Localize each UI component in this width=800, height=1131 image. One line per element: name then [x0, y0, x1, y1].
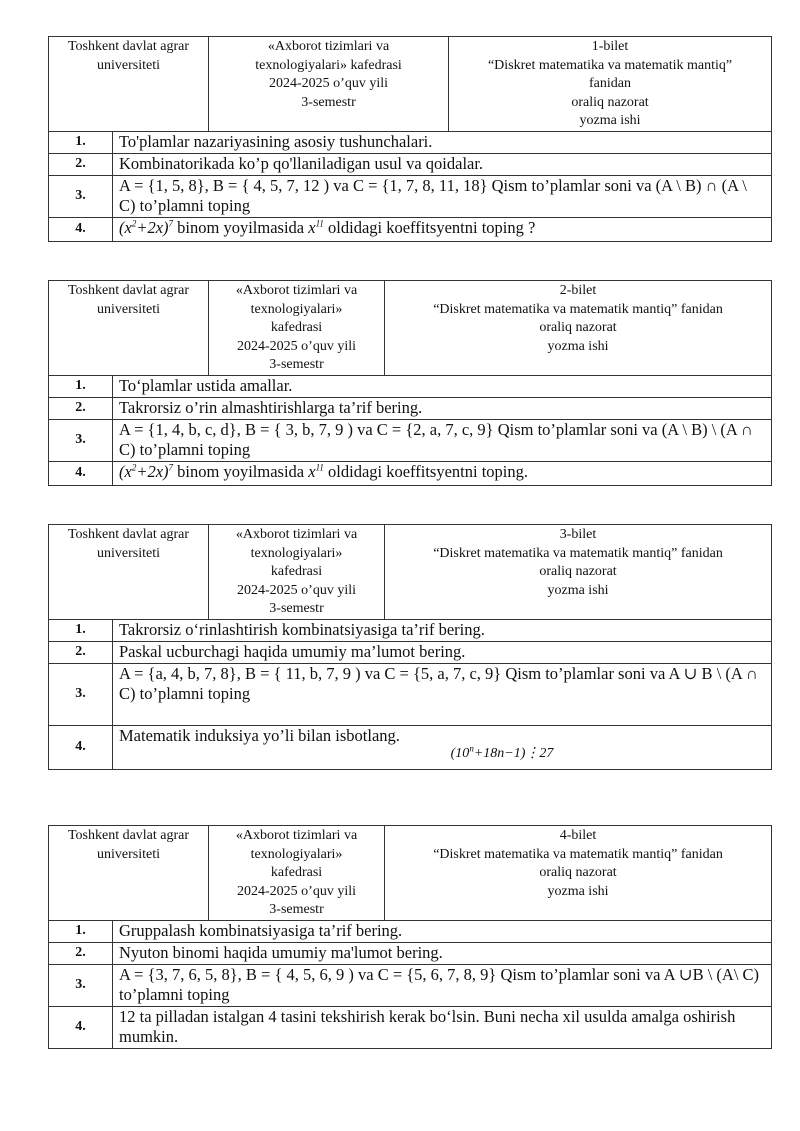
ticket-2 [48, 280, 772, 486]
subject-name: “Diskret matematika va matematik mantiq” fanidan [433, 545, 723, 561]
subject-name: “Diskret matematika va matematik mantiq” fanidan [433, 301, 723, 317]
university-cell [49, 826, 209, 921]
question-text: Nyuton binomi haqida umumiy ma'lumot bering. [113, 942, 772, 964]
university-cell [49, 37, 209, 132]
department-line: texnologiyalari» [250, 846, 343, 862]
department-line: «Axborot tizimlari va [267, 39, 390, 54]
semester: 3-semestr [269, 601, 324, 616]
question-text: $(x^2+2x)^7$ binom yoyilmasida $x^{11}$ oldidagi koeffitsyentni toping ? [113, 217, 772, 241]
department-line: «Axborot tizimlari va [235, 828, 358, 843]
ticket-number: 1-bilet [591, 39, 629, 54]
subject-suffix: fanidan [589, 76, 631, 91]
question-number: 1. [49, 375, 113, 397]
question-text: Takrorsiz o‘rinlashtirish kombinatsiyasiga ta’rif bering. [113, 619, 772, 641]
formula: $(10^n+18n-1)⋮27$ [450, 742, 554, 761]
academic-year: 2024-2025 o’quv yili [269, 76, 389, 91]
question-text: A = {1, 5, 8}, B = { 4, 5, 7, 12 ) va C = {1, 7, 8, 11, 18} Qism to’plamlar soni va (A \ B) ∩ (A \ C) to’plamni toping [113, 175, 772, 217]
semester: 3-semestr [269, 902, 324, 917]
department-line: kafedrasi [270, 320, 323, 335]
department-cell [209, 826, 385, 921]
question-number: 3. [49, 663, 113, 725]
department-cell [209, 525, 385, 620]
exam-type: oraliq nazorat [539, 564, 617, 579]
question-number: 2. [49, 641, 113, 663]
university-cell [49, 525, 209, 620]
question-number: 1. [49, 131, 113, 153]
question-text: Takrorsiz o’rin almashtirishlarga ta’rif bering. [113, 397, 772, 419]
department-line: «Axborot tizimlari va [235, 527, 358, 542]
question-number: 4. [49, 1006, 113, 1048]
department-line: kafedrasi [270, 865, 323, 880]
question-text: $(x^2+2x)^7$ binom yoyilmasida $x^{11}$ oldidagi koeffitsyentni toping. [113, 461, 772, 485]
variable: $x^{11}$ [308, 217, 324, 237]
ticket-info-cell [385, 281, 772, 376]
exam-format: yozma ishi [579, 113, 641, 128]
exam-format: yozma ishi [547, 883, 609, 899]
question-text: Paskal ucburchagi haqida umumiy ma’lumot bering. [113, 641, 772, 663]
subject-name: “Diskret matematika va matematik mantiq” fanidan [433, 846, 723, 862]
ticket-number: 2-bilet [559, 283, 597, 298]
question-text: A = {a, 4, b, 7, 8}, B = { 11, b, 7, 9 ) va C = {5, a, 7, c, 9} Qism to’plamlar soni va A ∪ B \ (A ∩ C) to’plamni toping [113, 663, 772, 725]
exam-format: yozma ishi [547, 338, 609, 354]
ticket-info-cell [385, 826, 772, 921]
department-line: texnologiyalari» kafedrasi [255, 57, 402, 73]
ticket-number: 3-bilet [559, 527, 597, 542]
question-number: 2. [49, 153, 113, 175]
ticket-info-cell [449, 37, 772, 132]
question-number: 4. [49, 725, 113, 769]
question-text: Gruppalash kombinatsiyasiga ta’rif bering. [113, 920, 772, 942]
semester: 3-semestr [301, 94, 356, 110]
question-text: A = {3, 7, 6, 5, 8}, B = { 4, 5, 6, 9 ) va C = {5, 6, 7, 8, 9} Qism to’plamlar soni va A ∪B \ (A\ C) to’plamni toping [113, 964, 772, 1006]
question-text: Kombinatorikada ko’p qo'llaniladigan usul va qoidalar. [113, 153, 772, 175]
university-cell [49, 281, 209, 376]
question-text [113, 725, 772, 769]
ticket-number: 4-bilet [559, 828, 597, 843]
department-cell [209, 281, 385, 376]
question-text: To'plamlar nazariyasining asosiy tushunchalari. [113, 131, 772, 153]
subject-name: “Diskret matematika va matematik mantiq” [487, 57, 733, 73]
university-name: Toshkent davlat agrar universiteti [67, 828, 190, 862]
university-name: Toshkent davlat agrar universiteti [67, 527, 190, 561]
university-name: Toshkent davlat agrar universiteti [67, 283, 190, 317]
ticket-info-cell [385, 525, 772, 620]
ticket-4 [48, 825, 772, 1049]
academic-year: 2024-2025 o’quv yili [237, 582, 357, 598]
question-number: 4. [49, 217, 113, 241]
exam-type: oraliq nazorat [571, 94, 649, 110]
ticket-3 [48, 524, 772, 770]
department-line: kafedrasi [270, 564, 323, 579]
question-prompt: Matematik induksiya yo’li bilan isbotlang. [119, 725, 400, 745]
question-text: To‘plamlar ustida amallar. [113, 375, 772, 397]
department-line: «Axborot tizimlari va [235, 283, 358, 298]
question-number: 4. [49, 461, 113, 485]
formula: $(x^2+2x)^7$ [119, 461, 174, 481]
question-text: 12 ta pilladan istalgan 4 tasini tekshirish kerak bo‘lsin. Buni necha xil usulda amalga oshirish mumkin. [113, 1006, 772, 1048]
question-number: 1. [49, 920, 113, 942]
department-line: texnologiyalari» [250, 301, 343, 317]
university-name: Toshkent davlat agrar universiteti [67, 39, 190, 73]
formula: $(x^2+2x)^7$ [119, 217, 174, 237]
question-number: 3. [49, 964, 113, 1006]
exam-type: oraliq nazorat [539, 865, 617, 880]
question-number: 1. [49, 619, 113, 641]
academic-year: 2024-2025 o’quv yili [237, 883, 357, 899]
variable: $x^{11}$ [308, 461, 324, 481]
ticket-1 [48, 36, 772, 242]
department-line: texnologiyalari» [250, 545, 343, 561]
exam-format: yozma ishi [547, 582, 609, 598]
department-cell [209, 37, 449, 132]
question-text: A = {1, 4, b, c, d}, B = { 3, b, 7, 9 ) va C = {2, a, 7, c, 9} Qism to’plamlar soni va (A \ B) \ (A ∩ C) to’plamni toping [113, 419, 772, 461]
question-number: 2. [49, 942, 113, 964]
question-number: 3. [49, 175, 113, 217]
question-number: 3. [49, 419, 113, 461]
semester: 3-semestr [269, 357, 324, 372]
exam-type: oraliq nazorat [539, 320, 617, 335]
question-number: 2. [49, 397, 113, 419]
academic-year: 2024-2025 o’quv yili [237, 338, 357, 354]
